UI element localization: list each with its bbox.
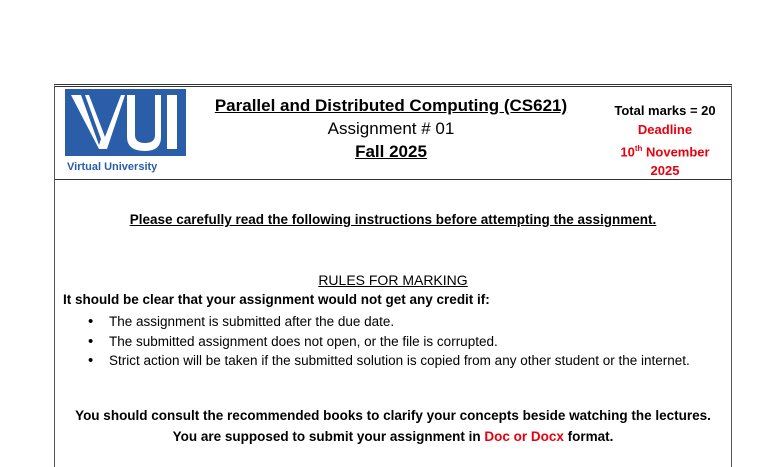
vu-logo-mark-icon bbox=[65, 89, 186, 156]
marks-deadline-block bbox=[599, 101, 731, 180]
rule-item: • The assignment is submitted after the due date. bbox=[83, 312, 723, 332]
rules-heading: RULES FOR MARKING bbox=[318, 272, 468, 288]
course-title: Parallel and Distributed Computing (CS621) bbox=[214, 96, 568, 115]
format-suffix: format. bbox=[563, 429, 614, 444]
format-note bbox=[63, 429, 723, 444]
deadline-day-suffix: th bbox=[634, 144, 643, 153]
assignment-page bbox=[54, 84, 732, 467]
consult-note: You should consult the recommended books to clarify your concepts beside watching the lectures. bbox=[75, 408, 711, 423]
header-table bbox=[55, 87, 731, 180]
title-block bbox=[195, 95, 587, 163]
logo-text: Virtual University bbox=[67, 161, 158, 173]
rule-item: • Strict action will be taken if the submitted solution is copied from any other student or the internet. bbox=[83, 351, 723, 371]
assignment-number: Assignment # 01 bbox=[327, 119, 455, 138]
total-marks: Total marks = 20 bbox=[614, 103, 716, 118]
deadline-month: November bbox=[642, 144, 710, 160]
semester: Fall 2025 bbox=[355, 142, 427, 161]
rules-intro: It should be clear that your assignment would not get any credit if: bbox=[63, 292, 490, 307]
format-prefix: You are supposed to submit your assignment in bbox=[172, 429, 485, 444]
deadline-year: 2025 bbox=[650, 163, 680, 179]
deadline-date bbox=[599, 139, 731, 161]
deadline-label: Deadline bbox=[637, 122, 693, 137]
rules-list bbox=[83, 312, 723, 371]
rule-item: • The submitted assignment does not open, or the file is corrupted. bbox=[83, 332, 723, 352]
deadline-day: 10 bbox=[620, 144, 635, 160]
vu-logo bbox=[65, 89, 189, 177]
format-value: Doc or Docx bbox=[484, 429, 564, 444]
instructions-note: Please carefully read the following instructions before attempting the assignment. bbox=[129, 212, 657, 227]
